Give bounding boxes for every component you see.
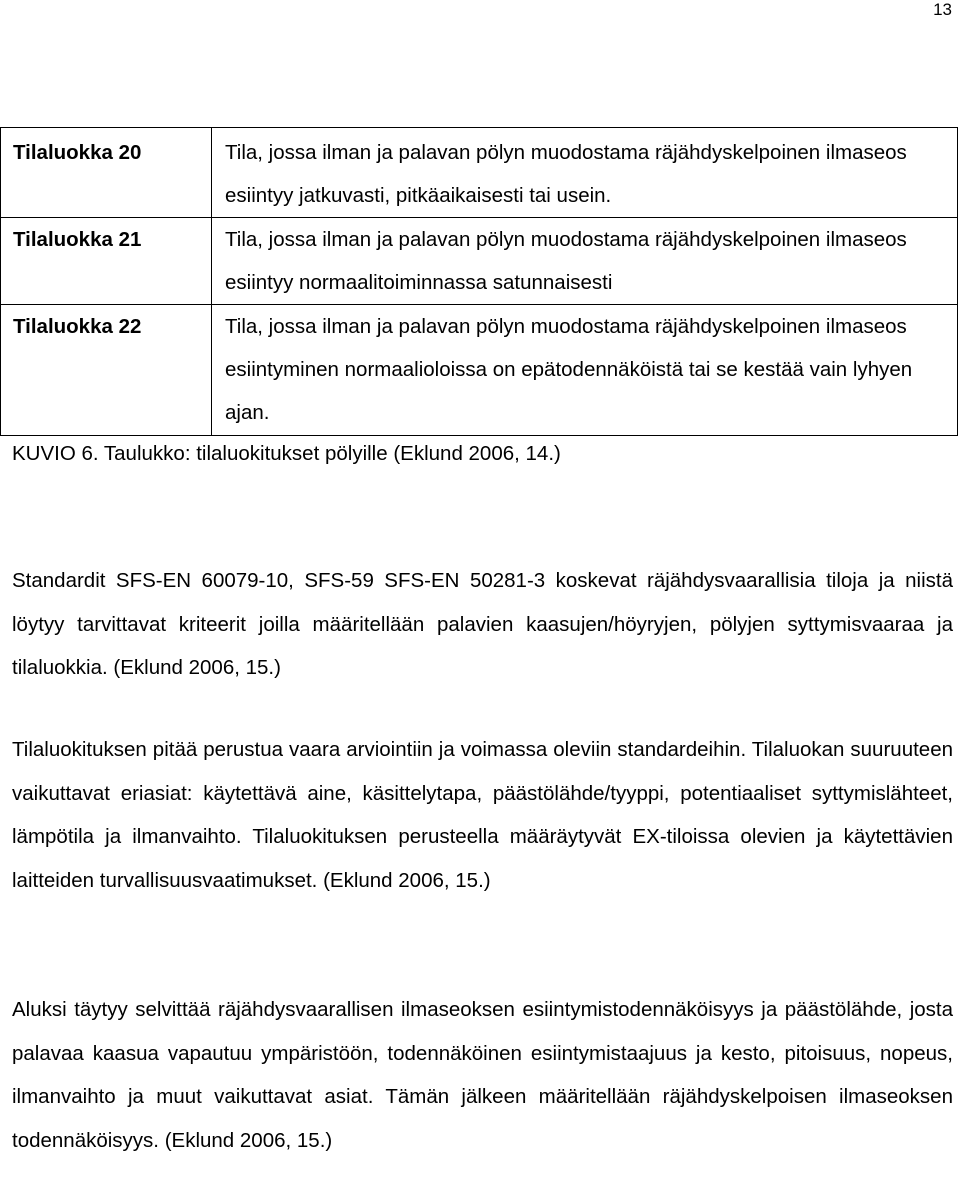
table-row	[1, 128, 958, 218]
zone-description-cell: Tila, jossa ilman ja palavan pölyn muodostama räjähdyskelpoinen ilmaseos esiintyy jatkuvasti, pitkäaikaisesti tai usein.	[212, 128, 958, 218]
paragraph-classification: Tilaluokituksen pitää perustua vaara arviointiin ja voimassa oleviin standardeihin. Tilaluokan suuruuteen vaikuttavat eriasiat: käytettävä aine, käsittelytapa, päästölähde/tyyppi, potentiaaliset syttymislähteet, lämpötila ja ilmanvaihto. Tilaluokituksen perusteella määräytyvät EX-tiloissa olevien ja käytettävien laitteiden turvallisuusvaatimukset. (Eklund 2006, 15.)	[12, 738, 953, 892]
table-row	[1, 218, 958, 305]
zone-classification-table	[0, 127, 958, 436]
paragraph-standards: Standardit SFS-EN 60079-10, SFS-59 SFS-EN 50281-3 koskevat räjähdysvaarallisia tiloja ja niistä löytyy tarvittavat kriteerit joilla määritellään palavien kaasujen/höyryjen, pölyjen syttymisvaaraa ja tilaluokkia. (Eklund 2006, 15.)	[12, 569, 953, 679]
zone-name-cell: Tilaluokka 20	[1, 128, 212, 218]
page-number: 13	[933, 0, 952, 19]
table-row	[1, 305, 958, 436]
zone-description-cell: Tila, jossa ilman ja palavan pölyn muodostama räjähdyskelpoinen ilmaseos esiintyminen normaalioloissa on epätodennäköistä tai se kestää vain lyhyen ajan.	[212, 305, 958, 436]
zone-name-cell: Tilaluokka 21	[1, 218, 212, 305]
zone-description-cell: Tila, jossa ilman ja palavan pölyn muodostama räjähdyskelpoinen ilmaseos esiintyy normaalitoiminnassa satunnaisesti	[212, 218, 958, 305]
zone-name-cell: Tilaluokka 22	[1, 305, 212, 436]
figure-caption: KUVIO 6. Taulukko: tilaluokitukset pölyille (Eklund 2006, 14.)	[12, 442, 561, 465]
paragraph-assessment: Aluksi täytyy selvittää räjähdysvaarallisen ilmaseoksen esiintymistodennäköisyys ja päästölähde, josta palavaa kaasua vapautuu ympäristöön, todennäköinen esiintymistaajuus ja kesto, pitoisuus, nopeus, ilmanvaihto ja muut vaikuttavat asiat. Tämän jälkeen määritellään räjähdyskelpoisen ilmaseoksen todennäköisyys. (Eklund 2006, 15.)	[12, 998, 953, 1152]
